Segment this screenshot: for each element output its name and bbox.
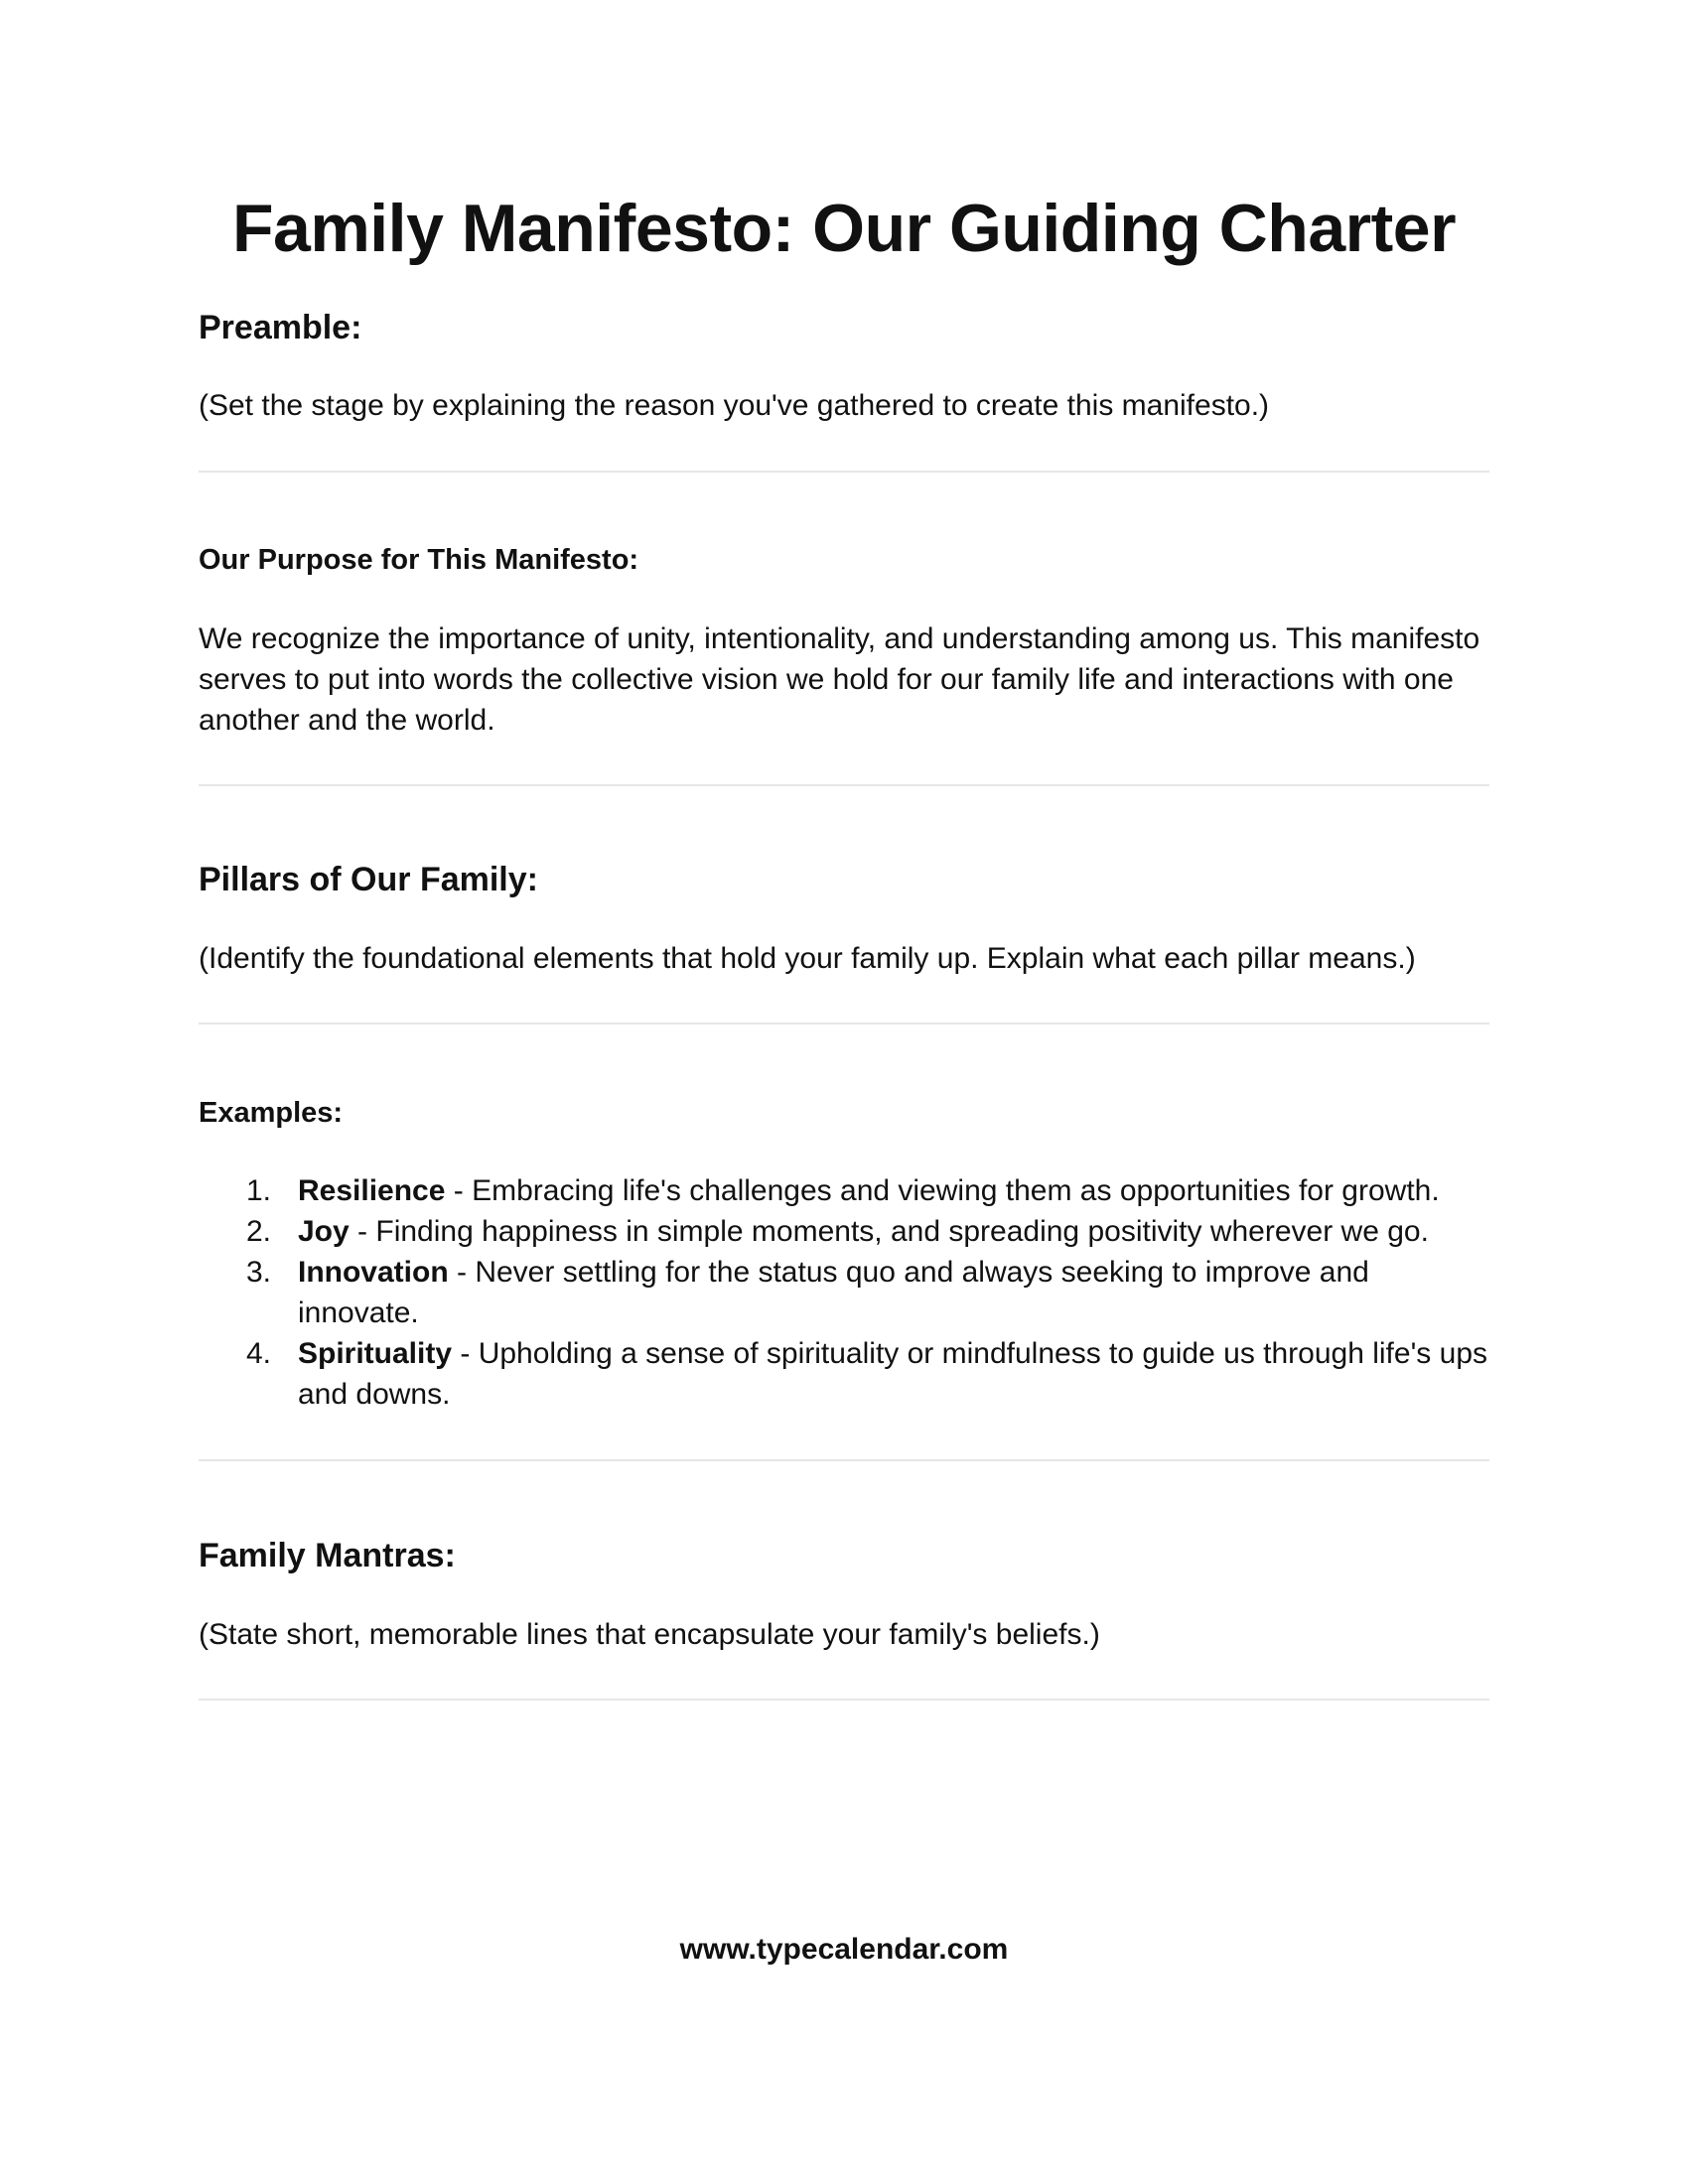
list-item-separator: - (445, 1174, 473, 1207)
examples-list (199, 1170, 1489, 1415)
list-item-description: Upholding a sense of spirituality or mindfulness to guide us through life's ups and downs. (298, 1337, 1488, 1411)
list-item-term: Resilience (298, 1174, 446, 1207)
pillars-section (199, 858, 1489, 979)
purpose-text: We recognize the importance of unity, intentionality, and understanding among us. This manifesto serves to put into words the collective vision we hold for our family life and interactions with one another and the world. (199, 622, 1480, 737)
mantras-heading: Family Mantras: (199, 1537, 456, 1574)
list-item (199, 1211, 1489, 1252)
list-item (199, 1333, 1489, 1415)
list-item-number: 4. (246, 1337, 272, 1370)
list-item-description: Never settling for the status quo and always seeking to improve and innovate. (298, 1256, 1369, 1329)
list-item-term: Joy (298, 1215, 350, 1248)
list-item-number: 2. (246, 1215, 272, 1248)
document-title: Family Manifesto: Our Guiding Charter (231, 191, 1457, 266)
list-item-description: Embracing life's challenges and viewing them as opportunities for growth. (472, 1174, 1440, 1207)
list-item-description: Finding happiness in simple moments, and spreading positivity wherever we go. (375, 1215, 1429, 1248)
list-item-term: Innovation (298, 1256, 449, 1289)
divider (199, 1459, 1489, 1461)
pillars-text: (Identify the foundational elements that hold your family up. Explain what each pillar means.) (199, 942, 1416, 975)
list-item-number: 3. (246, 1256, 272, 1289)
list-item-separator: - (349, 1215, 376, 1248)
examples-section (199, 1093, 1489, 1415)
purpose-heading: Our Purpose for This Manifesto: (199, 544, 639, 576)
list-item-separator: - (452, 1337, 479, 1370)
list-item (199, 1170, 1489, 1211)
purpose-section (199, 540, 1489, 741)
list-item-number: 1. (246, 1174, 272, 1207)
mantras-text: (State short, memorable lines that encapsulate your family's beliefs.) (199, 1618, 1100, 1651)
divider (199, 1023, 1489, 1024)
preamble-text: (Set the stage by explaining the reason you've gathered to create this manifesto.) (199, 389, 1270, 422)
divider (199, 784, 1489, 786)
list-item-separator: - (448, 1256, 476, 1289)
divider (199, 471, 1489, 473)
preamble-heading: Preamble: (199, 309, 362, 346)
examples-heading: Examples: (199, 1097, 344, 1129)
pillars-heading: Pillars of Our Family: (199, 861, 538, 898)
list-item-term: Spirituality (298, 1337, 453, 1370)
preamble-section (199, 306, 1489, 426)
list-item (199, 1252, 1489, 1333)
footer-url: www.typecalendar.com (679, 1933, 1009, 1966)
mantras-section (199, 1534, 1489, 1655)
divider (199, 1699, 1489, 1701)
